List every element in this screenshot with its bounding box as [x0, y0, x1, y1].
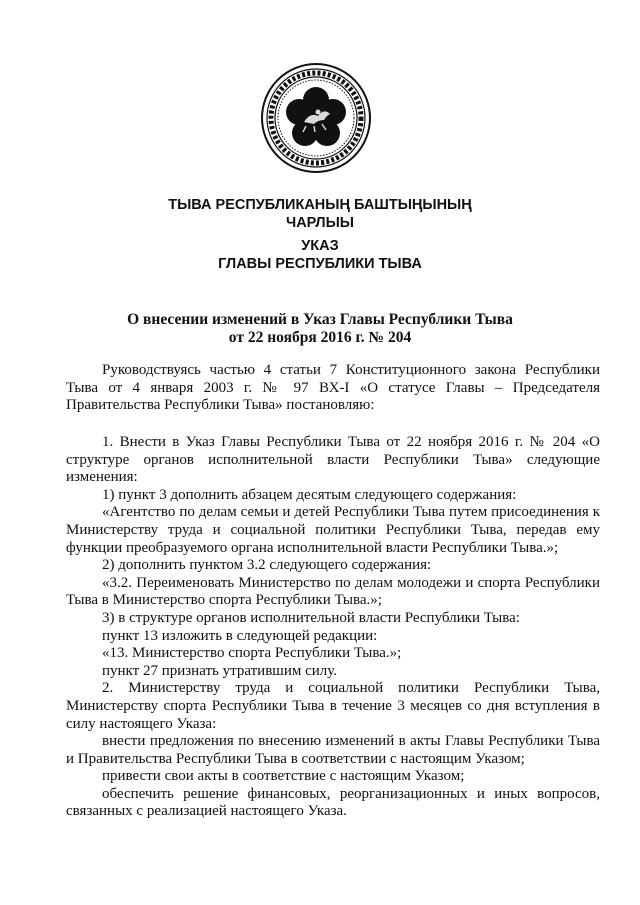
paragraph-1-1-quote: «Агентство по делам семьи и детей Республики Тыва путем присоединения к Министерству труда и социальной политики Республики Тыва, передав ему функции преобразуемого органа исполнительной власти Республики Тыва.»;	[66, 504, 600, 556]
paragraph-1-1: 1) пункт 3 дополнить абзацем десятым следующего содержания:	[102, 486, 517, 503]
title-line2: от 22 ноября 2016 г. № 204	[228, 329, 412, 346]
paragraph-2: 2. Министерству труда и социальной политики Республики Тыва, Министерству спорта Республики Тыва в течение 3 месяцев со дня вступления в силу настоящего Указа:	[66, 680, 600, 732]
header-tyva-line1: ТЫВА РЕСПУБЛИКАНЫҢ БАШТЫҢЫНЫҢ	[168, 197, 472, 213]
paragraph-1-3: 3) в структуре органов исполнительной власти Республики Тыва:	[102, 609, 520, 626]
paragraph-1-2: 2) дополнить пунктом 3.2 следующего содержания:	[102, 557, 432, 574]
title-line1: О внесении изменений в Указ Главы Республики Тыва	[127, 311, 513, 328]
paragraph-1: 1. Внести в Указ Главы Республики Тыва от 22 ноября 2016 г. № 204 «О структуре органов исполнительной власти Республики Тыва» следующие изменения:	[66, 434, 600, 486]
intro-block	[66, 362, 600, 415]
decree-header	[0, 237, 640, 273]
decree-body	[66, 434, 600, 821]
document-title	[0, 311, 640, 347]
header-tyva-line2: ЧАРЛЫЫ	[286, 215, 354, 231]
paragraph-2-c: обеспечить решение финансовых, реорганизационных и иных вопросов, связанных с реализацией настоящего Указа.	[66, 785, 600, 820]
paragraph-1-3-item13: пункт 13 изложить в следующей редакции:	[102, 627, 378, 644]
paragraph-1-2-quote: «3.2. Переименовать Министерство по делам молодежи и спорта Республики Тыва в Министерство спорта Республики Тыва.»;	[66, 574, 600, 609]
paragraph-1-3-item13-quote: «13. Министерство спорта Республики Тыва.»;	[102, 645, 402, 662]
republic-emblem	[260, 62, 372, 174]
decree-issuer: ГЛАВЫ РЕСПУБЛИКИ ТЫВА	[218, 256, 422, 272]
decree-word: УКАЗ	[301, 238, 339, 254]
paragraph-2-b: привести свои акты в соответствие с настоящим Указом;	[102, 768, 465, 785]
paragraph-1-3-item27: пункт 27 признать утратившим силу.	[102, 662, 338, 679]
paragraph-2-a: внести предложения по внесению изменений в акты Главы Республики Тыва и Правительства Республики Тыва в соответствии с настоящим Указом;	[66, 733, 600, 767]
republic-header-tyva	[0, 196, 640, 232]
intro-paragraph: Руководствуясь частью 4 статьи 7 Конституционного закона Республики Тыва от 4 января 2003 г. № 97 ВХ-I «О статусе Главы – Председателя Правительства Республики Тыва» постановляю:	[66, 362, 600, 414]
